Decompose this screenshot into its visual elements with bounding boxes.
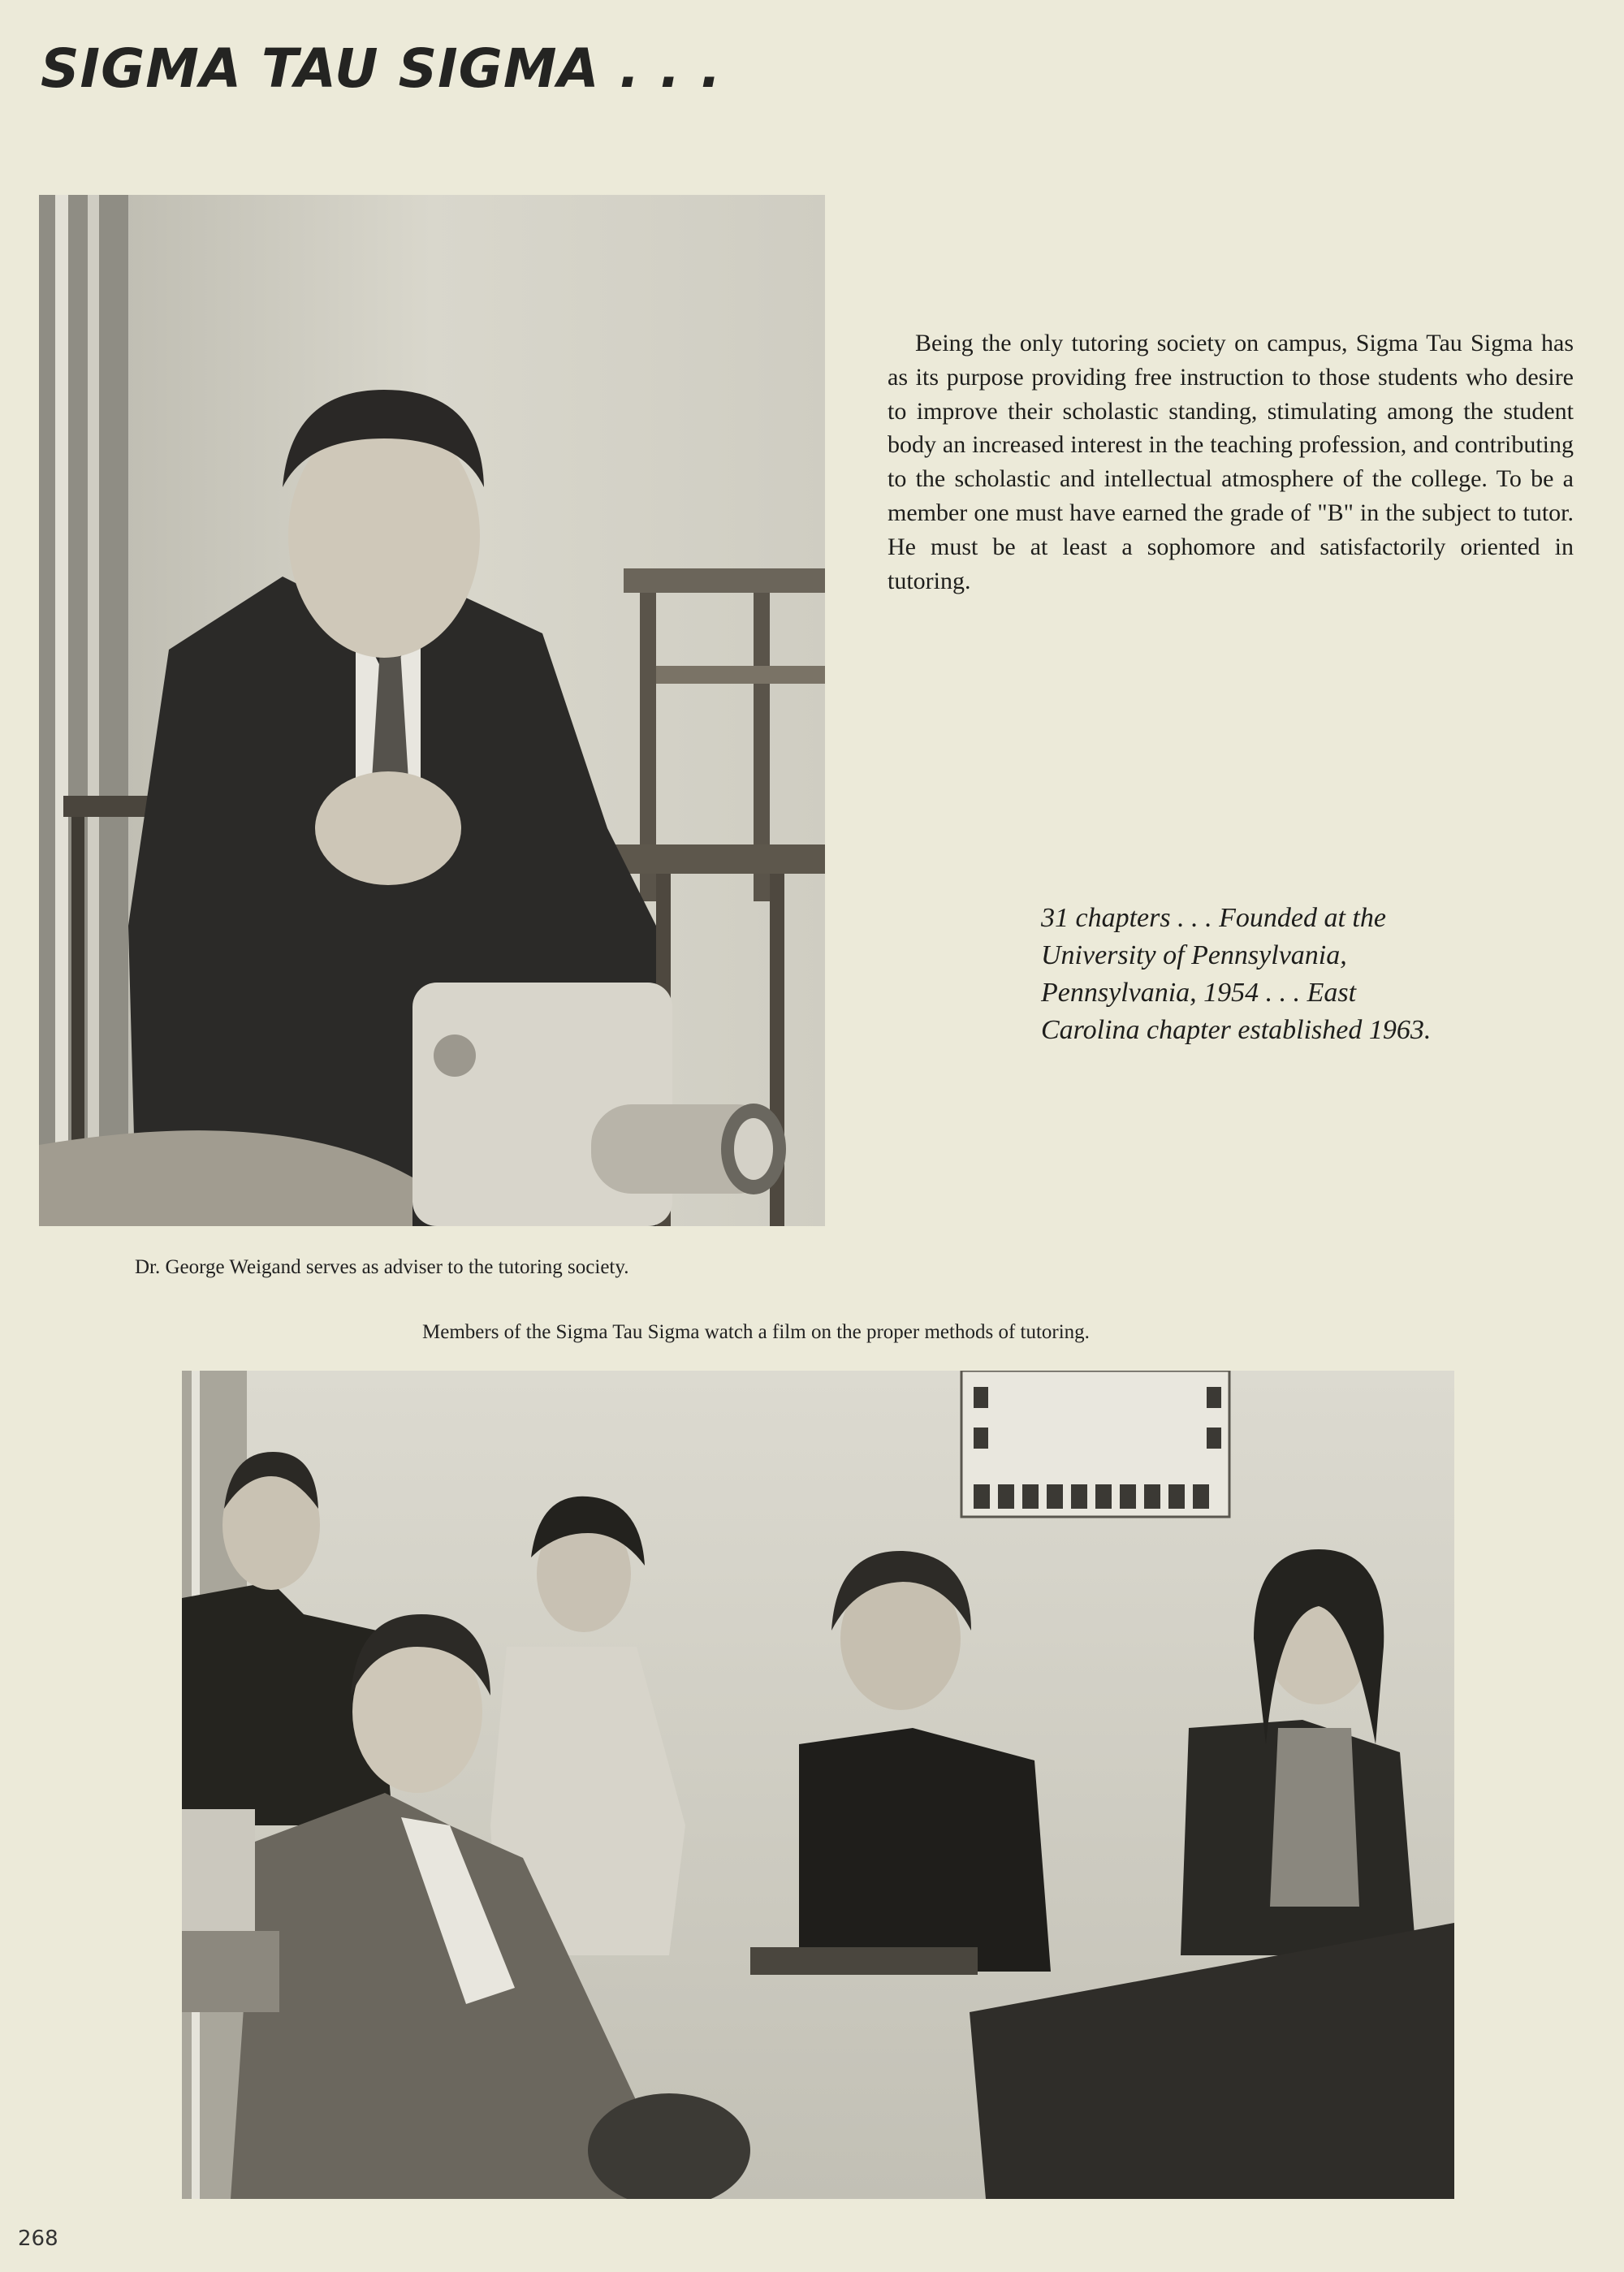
page-number: 268 xyxy=(18,2227,58,2251)
chapter-facts: 31 chapters . . . Founded at the University of Pennsylvania, Pennsylvania, 1954 . . . East Carolina chapter established 1963. xyxy=(1041,903,1432,1045)
page-title: SIGMA TAU SIGMA . . . xyxy=(41,37,722,100)
adviser-caption: Dr. George Weigand serves as adviser to the tutoring society. xyxy=(135,1256,629,1278)
adviser-photo xyxy=(39,195,825,1226)
article-body: Being the only tutoring society on campus, Sigma Tau Sigma has as its purpose providing free instruction to those students who desire to improve their scholastic standing, stimulating among the student body an increased interest in the teaching profession, and contributing to the scholastic and intellectual atmosphere of the college. To be a member one must have earned the grade of "B" in the subject to tutor. He must be at least a sophomore and satisfactorily oriented in tutoring. xyxy=(888,330,1574,594)
members-caption: Members of the Sigma Tau Sigma watch a film on the proper methods of tutoring. xyxy=(422,1321,1090,1343)
members-photo xyxy=(182,1371,1454,2199)
